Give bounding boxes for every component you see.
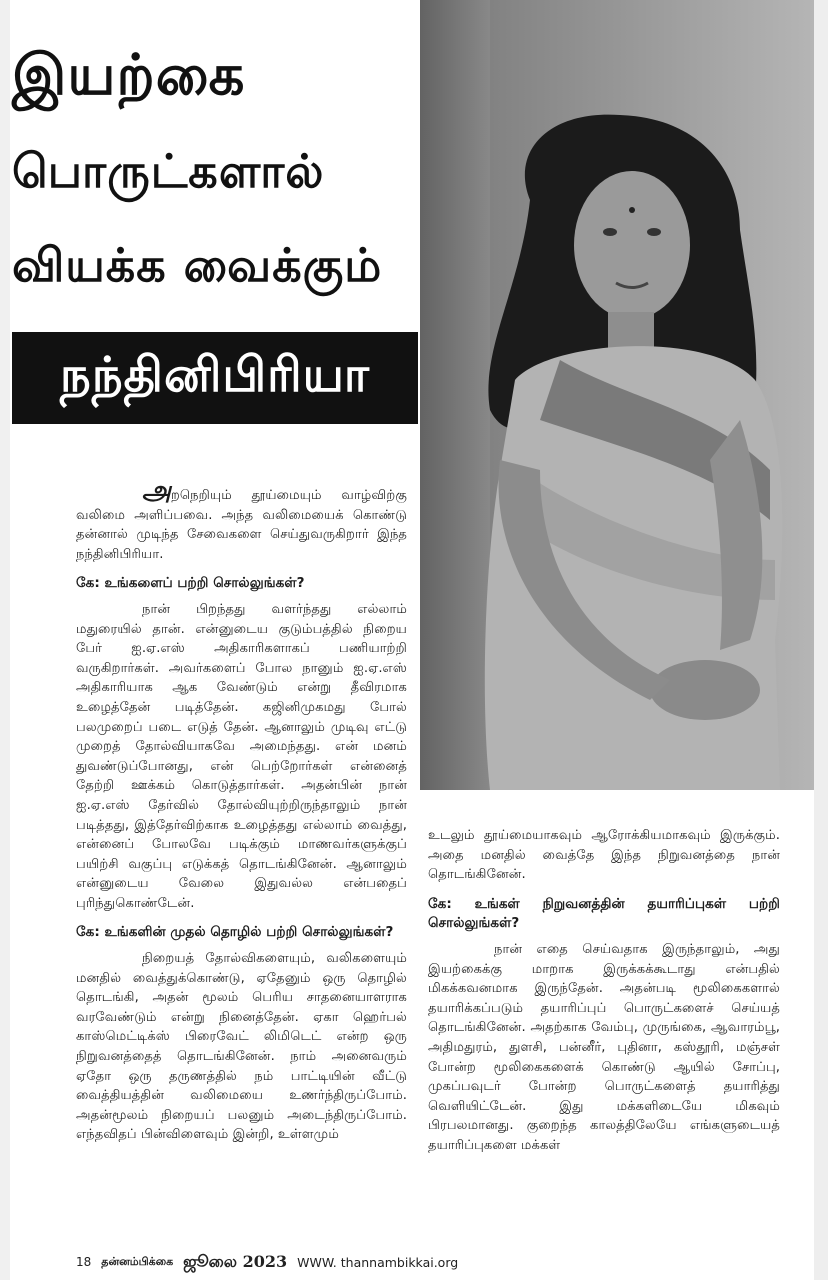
answer-1: நான் பிறந்தது வளர்ந்தது எல்லாம் மதுரையில் தான். என்னுடைய குடும்பத்தில் நிறைய பேர் ஐ.ஏ.எஸ் அதிகாரிகளாகப் பணியாற்றி வருகிறார்கள். அவர்களைப் போல நானும் ஐ.ஏ.எஸ் அதிகாரியாக ஆக வேண்டும் என்று தீவிரமாக உழைத்தேன் படித்தேன். கஜினிமுகமது போல் பலமுறைப் படை எடுத் தேன். ஆனாலும் முடிவு எட்டு முறைத் தோல்வியாகவே அமைந்தது. என் மனம் துவண்டுப்போனது, என் பெற்றோர்கள் என்னைத் தேற்றி ஊக்கம் கொடுத்தார்கள். அதன்பின் நான் ஐ.ஏ.எஸ் தேர்வில் தோல்வியுற்றிருந்தாலும் நான் படித்தது, இத்தேர்விற்காக உழைத்தது எல்லாம் வைத்து, என்னைப் போலவே படிக்கும் மாணவர்களுக்குப் பயிற்சி வகுப்பு எடுக்கத் தொடங்கினேன். ஆனாலும் என்னுடைய வேலை இதுவல்ல என்பதைப் புரிந்துகொண்டேன்.	[76, 601, 407, 911]
page-edge-left	[0, 0, 10, 1280]
question-3: கே: உங்கள் நிறுவனத்தின் தயாரிப்புகள் பற்றி சொல்லுங்கள்?	[428, 895, 780, 932]
continued-text: உடலும் தூய்மையாகவும் ஆரோக்கியமாகவும் இருக்கும். அதை மனதில் வைத்தே இந்த நிறுவனத்தை நான் தொடங்கினேன்.	[428, 828, 780, 883]
question-1: கே: உங்களைப் பற்றி சொல்லுங்கள்?	[76, 575, 305, 592]
answer-2: நிறையத் தோல்விகளையும், வலிகளையும் மனதில் வைத்துக்கொண்டு, ஏதேனும் ஒரு தொழில் தொடங்கி, அதன் மூலம் பெரிய சாதனையாளராக வரவேண்டும் என்று நினைத்தேன். ஏகா ஹெர்பல் காஸ்மெட்டிக்ஸ் பிரைவேட் லிமிடெட் என்ற ஒரு நிறுவனத்தைத் தொடங்கினேன். நாம் அனைவரும் ஏதோ ஒரு தருணத்தில் நம் பாட்டியின் வீட்டு வைத்தியத்தின் வலிமையை உணர்ந்திருப்போம். அதன்மூலம் நிறையப் பலனும் அடைந்திருப்போம். எந்தவிதப் பின்விளைவும் இன்றி, உள்ளமும்	[76, 951, 407, 1143]
person-name: நந்தினிபிரியா	[60, 347, 370, 403]
headline-line-2: பொருட்களால்	[12, 144, 325, 198]
page-number: 18	[76, 1255, 92, 1269]
portrait-photo	[420, 0, 814, 790]
headline-line-3: வியக்க வைக்கும்	[12, 238, 383, 292]
right-column	[428, 826, 780, 1156]
name-banner	[12, 332, 418, 424]
drop-cap: அ	[142, 476, 171, 506]
answer-3: நான் எதை செய்வதாக இருந்தாலும், அது இயற்கைக்கு மாறாக இருக்கக்கூடாது என்பதில் மிகக்கவனமாக இருந்தேன். அதன்படி மூலிகைகளால் தயாரிக்கப்படும் தயாரிப்புப் பொருட்களைச் செய்யத் தொடங்கினேன். அதற்காக வேம்பு, முருங்கை, ஆவாரம்பூ, அதிமதுரம், துளசி, பன்னீர், புதினா, கஸ்தூரி, மஞ்சள் போன்ற மூலிகைகளைக் கொண்டு ஆயில் சோப்பு, முகப்பவுடர் போன்ற பொருட்களைத் தயாரித்து வெளியிட்டேன். இது மக்களிடையே மிகவும் பிரபலமானது. குறைந்த காலத்திலேயே எங்களுடையத் தயாரிப்புகளை மக்கள்	[428, 941, 780, 1153]
question-2: கே: உங்களின் முதல் தொழில் பற்றி சொல்லுங்கள்?	[76, 924, 394, 941]
intro-paragraph	[76, 476, 407, 564]
left-column	[76, 476, 407, 1145]
intro-text: றநெறியும் தூய்மையும் வாழ்விற்கு வலிமை அளிப்பவை. அந்த வலிமையைக் கொண்டு தன்னால் முடிந்த சேவைகளை செய்துவருகிறார் இந்த நந்தினிபிரியா.	[76, 488, 407, 562]
page-footer	[76, 1252, 776, 1272]
headline-line-1: இயற்கை	[12, 43, 246, 108]
portrait-illustration	[420, 0, 814, 790]
magazine-name: தன்னம்பிக்கை	[101, 1254, 174, 1268]
website-link[interactable]: WWW. thannambikkai.org	[297, 1254, 459, 1270]
issue-date: ஜூலை 2023	[183, 1251, 288, 1271]
page-edge-right	[814, 0, 828, 1280]
